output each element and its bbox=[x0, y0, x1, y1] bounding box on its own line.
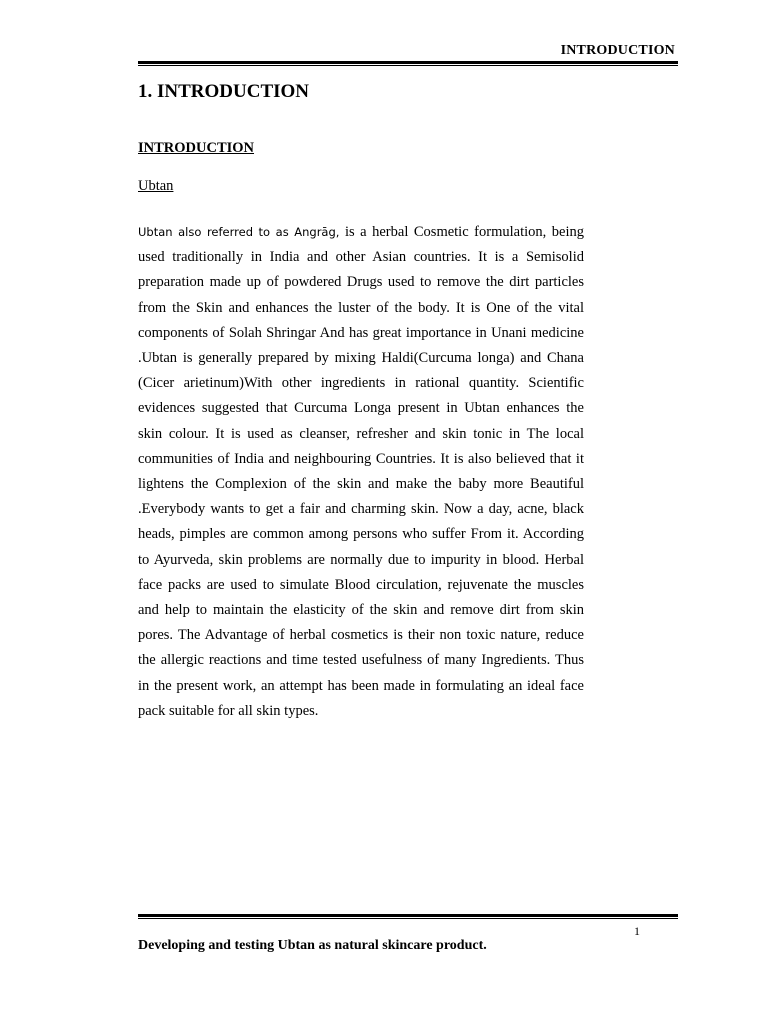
body-paragraph-text: is a herbal Cosmetic formulation, being used traditionally in India and other Asian countries. It is a Semisolid preparation made up of powdered Drugs used to remove the dirt particles from the Skin and enhances the luster of the body. It is One of the vital components of Solah Shringar And has great importance in Unani medicine .Ubtan is generally prepared by mixing Haldi(Curcuma longa) and Chana (Cicer arietinum)With other ingredients in rational quantity. Scientific evidences suggested that Curcuma Longa present in Ubtan enhances the skin colour. It is used as cleanser, refresher and skin tonic in The local communities of India and neighbouring Countries. It is also believed that it lightens the Complexion of the skin and make the baby more Beautiful .Everybody wants to get a fair and charming skin. Now a day, acne, black heads, pimples are common among persons who suffer From it. According to Ayurveda, skin problems are normally due to impurity in blood. Herbal face packs are used to simulate Blood circulation, rejuvenate the muscles and help to maintain the elasticity of the skin and remove dirt from skin pores. The Advantage of herbal cosmetics is their non toxic nature, reduce the allergic reactions and time tested usefulness of many Ingredients. Thus in the present work, an attempt has been made in formulating an ideal face pack suitable for all skin types. bbox=[138, 224, 584, 719]
section-heading: INTRODUCTION bbox=[138, 140, 255, 156]
chapter-title: 1. INTRODUCTION bbox=[138, 81, 310, 102]
footer-rule-thin-line bbox=[138, 918, 678, 919]
footer-document-title: Developing and testing Ubtan as natural skincare product. bbox=[138, 938, 487, 953]
body-paragraph-lead: Ubtan also referred to as Angrāg, bbox=[138, 225, 340, 239]
header-rule bbox=[138, 61, 678, 66]
running-header-title: INTRODUCTION bbox=[560, 43, 675, 58]
body-paragraph bbox=[138, 220, 584, 724]
subsection-heading: Ubtan bbox=[138, 178, 174, 194]
page-number: 1 bbox=[634, 924, 640, 938]
header-rule-thin-line bbox=[138, 65, 678, 66]
footer-rule-thick-line bbox=[138, 914, 678, 917]
header-rule-thick-line bbox=[138, 61, 678, 64]
footer-rule bbox=[138, 914, 678, 919]
